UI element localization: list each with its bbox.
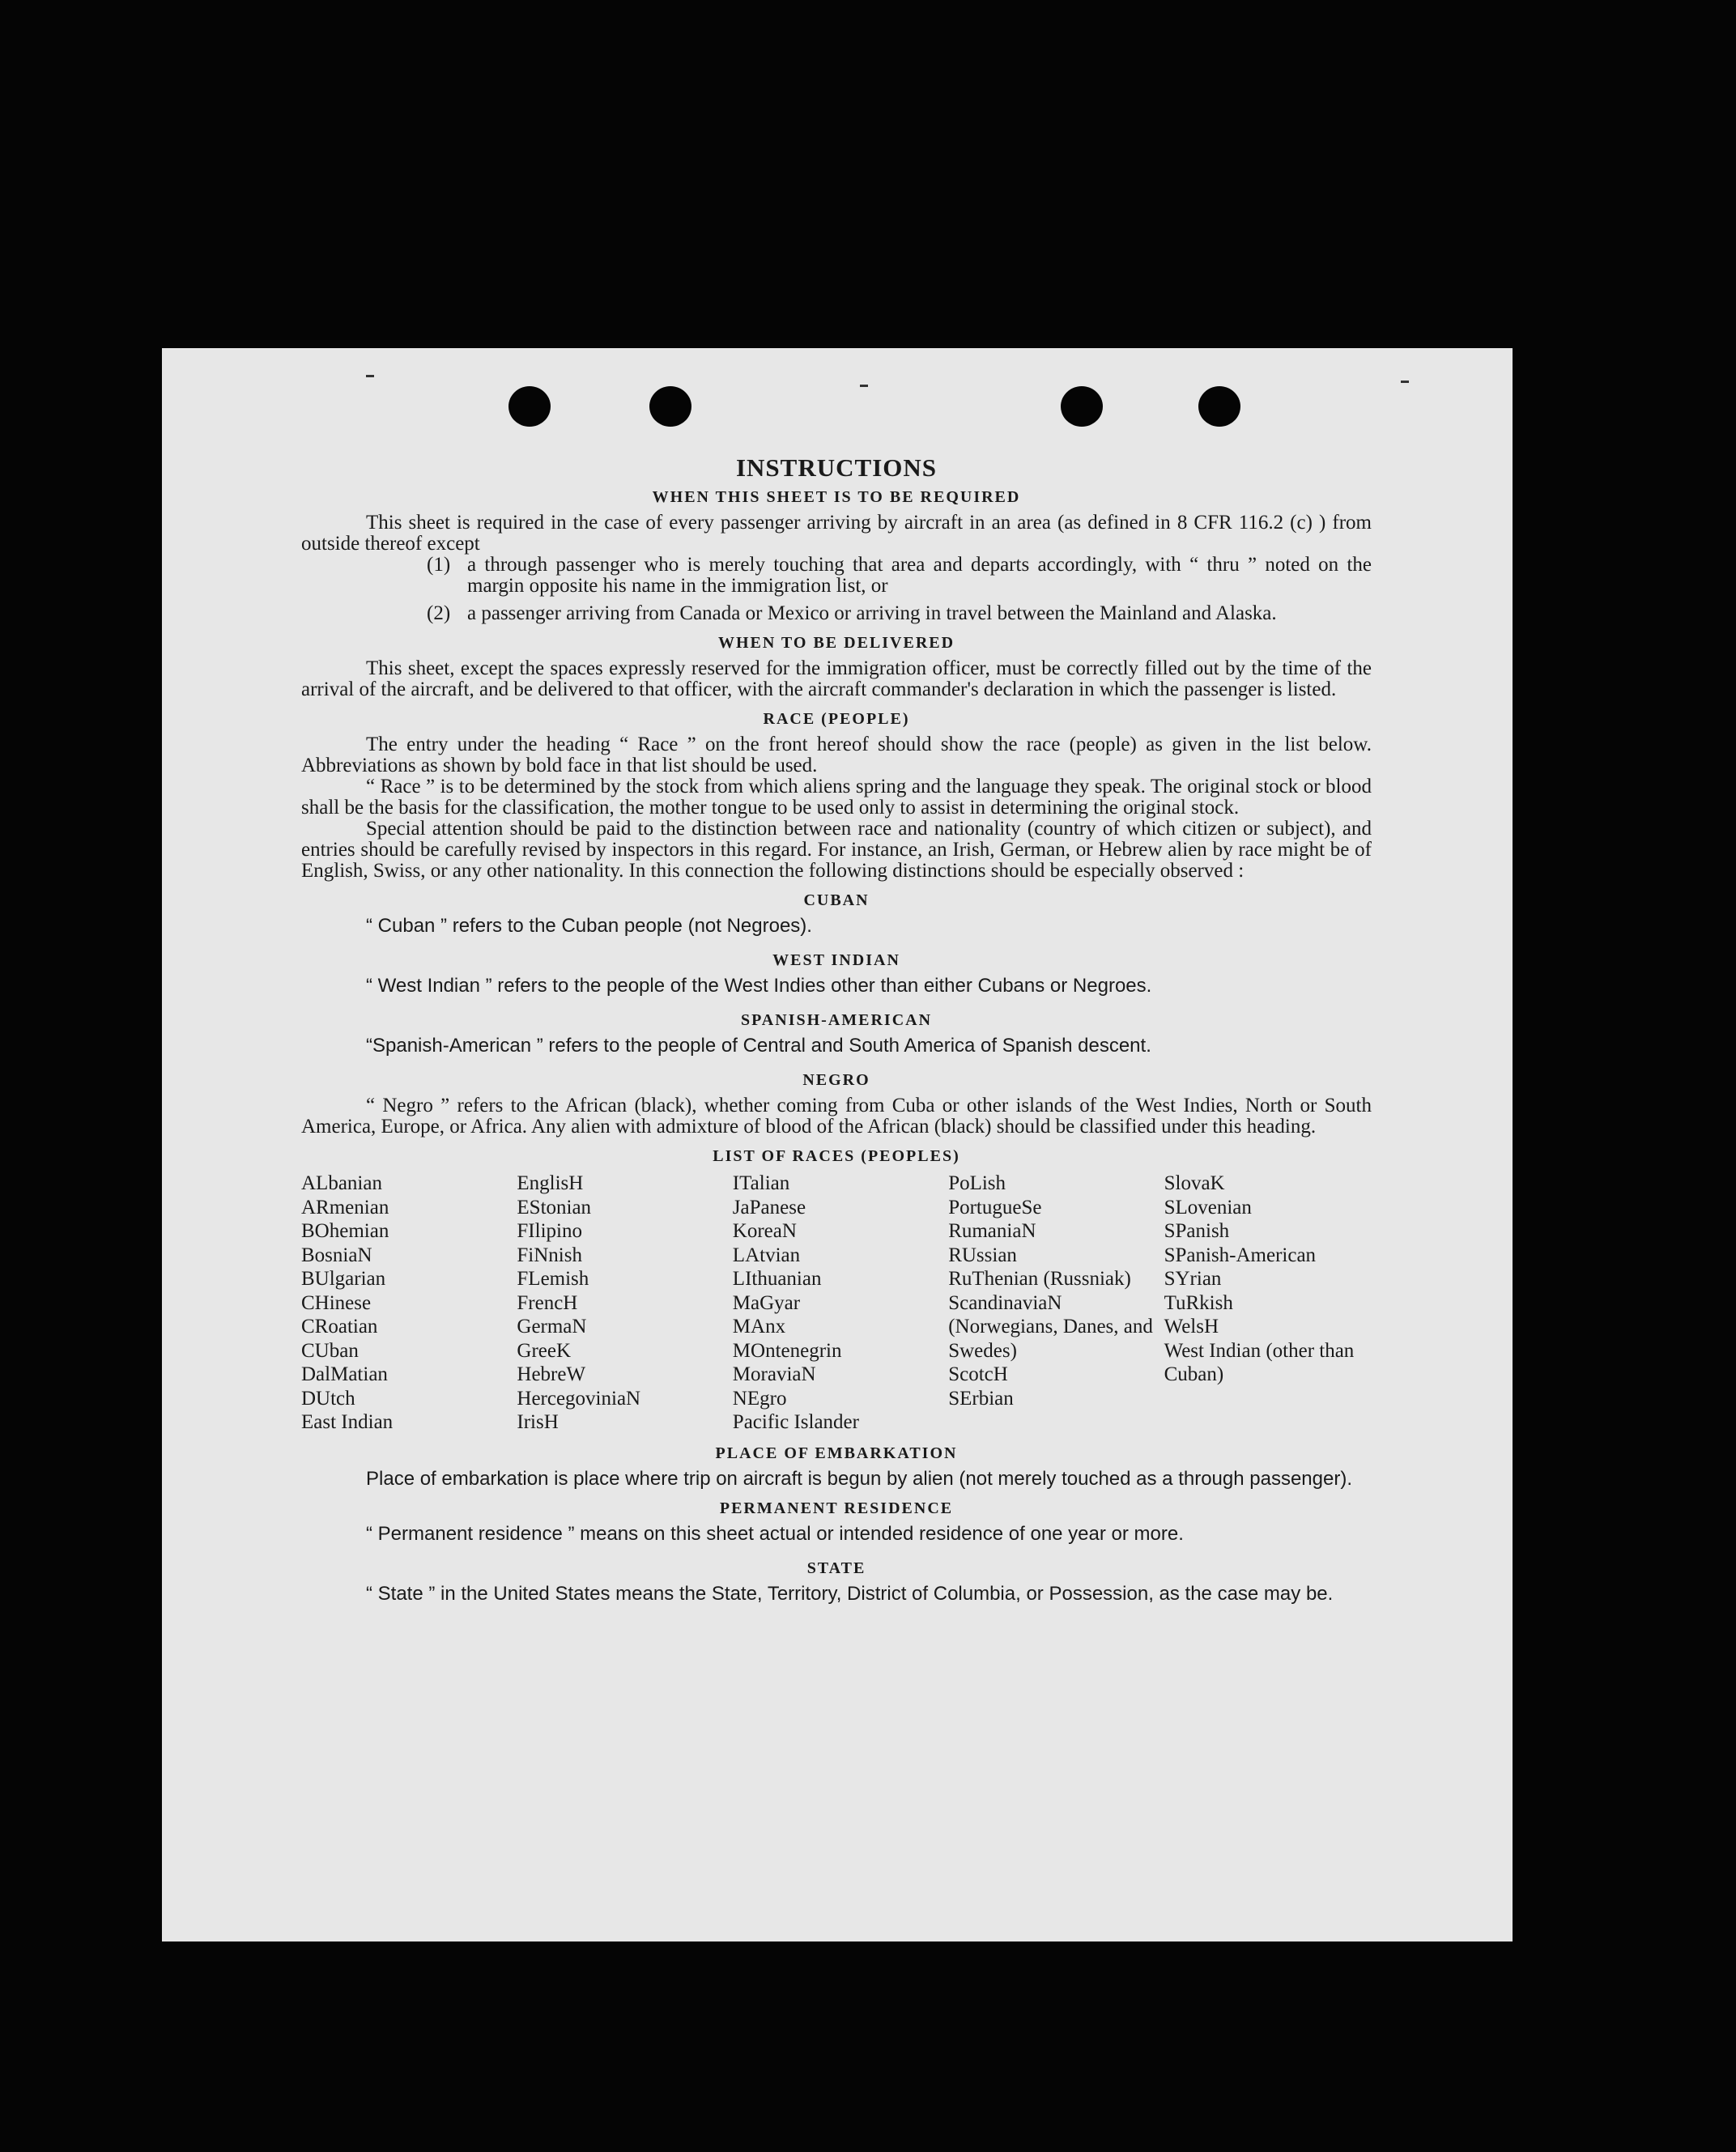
race-entry: RumaniaN — [948, 1220, 1036, 1242]
race-entry: MAnx — [732, 1316, 786, 1338]
instructions-content — [301, 453, 1372, 1606]
page-title: INSTRUCTIONS — [735, 453, 937, 482]
race-entry: IrisH — [517, 1411, 559, 1433]
when-delivered-text: This sheet, except the spaces expressly reserved for the immigration officer, must be correctly filled out by the time of the arrival of the aircraft, and be delivered to that officer, with the aircraft commander's declaration in which the passenger is listed. — [301, 657, 1372, 700]
race-entry: CHinese — [301, 1291, 372, 1314]
race-column — [517, 1172, 724, 1435]
race-entry: BUlgarian — [301, 1268, 386, 1290]
race-entry: PoLish — [948, 1172, 1006, 1194]
race-entry: BOhemian — [301, 1220, 389, 1242]
race-entry: West Indian (other than Cuban) — [1164, 1339, 1355, 1385]
punch-hole — [1198, 386, 1240, 427]
race-entry: SPanish-American — [1164, 1244, 1317, 1266]
race-entry: NEgro — [732, 1387, 787, 1410]
section-heading-race: RACE (PEOPLE) — [763, 710, 910, 728]
race-entry: EnglisH — [517, 1172, 584, 1194]
race-entry: SYrian — [1164, 1268, 1222, 1290]
race-entry: DUtch — [301, 1387, 355, 1410]
paper-mark — [366, 375, 374, 377]
race-entry: HercegoviniaN — [517, 1387, 641, 1410]
race-entry: EStonian — [517, 1196, 592, 1218]
race-paragraph: “ Race ” is to be determined by the stock from which aliens spring and the language they speak. The original stock or blood shall be the basis for the classification, the mother tongue to be used only to assist in determining the original stock. — [301, 776, 1372, 819]
exception-number: (2) — [427, 602, 451, 624]
race-column — [1164, 1172, 1372, 1435]
paper-mark — [1401, 381, 1409, 383]
race-entry: East Indian — [301, 1411, 394, 1433]
section-heading-when-delivered: WHEN TO BE DELIVERED — [717, 634, 955, 652]
race-entry: MoraviaN — [732, 1363, 816, 1385]
race-entry: MOntenegrin — [732, 1339, 842, 1362]
race-paragraph: Special attention should be paid to the distinction between race and nationality (country of which citizen or subject), and entries should be carefully revised by inspectors in this regard. For instance, an Irish, German, or Hebrew alien by race might be of English, Swiss, or any other nationality. In this connection the following distinctions should be especially observed : — [301, 818, 1372, 882]
section-heading-cuban: CUBAN — [803, 891, 870, 909]
punch-hole — [649, 386, 691, 427]
race-entry: SErbian — [948, 1387, 1014, 1410]
race-entry: HebreW — [517, 1363, 586, 1385]
race-entry: CRoatian — [301, 1316, 378, 1338]
permanent-residence-definition: “ Permanent residence ” means on this sheet actual or intended residence of one year or more. — [366, 1522, 1184, 1545]
punch-hole — [1061, 386, 1103, 427]
race-entry: SlovaK — [1164, 1172, 1225, 1194]
race-entry: FIlipino — [517, 1220, 582, 1242]
race-entry: Pacific Islander — [732, 1411, 859, 1433]
race-entry: CUban — [301, 1339, 359, 1362]
document-page — [162, 348, 1513, 1941]
section-heading-list-of-races: LIST OF RACES (PEOPLES) — [713, 1147, 960, 1165]
race-entry: FrencH — [517, 1291, 578, 1314]
race-entry: FLemish — [517, 1268, 589, 1290]
race-entry: ScotcH — [948, 1363, 1008, 1385]
exception-number: (1) — [427, 554, 451, 576]
race-entry: KoreaN — [732, 1220, 797, 1242]
section-heading-place-of-embarkation: PLACE OF EMBARKATION — [715, 1444, 958, 1462]
race-entry: WelsH — [1164, 1316, 1219, 1338]
section-heading-negro: NEGRO — [802, 1071, 870, 1089]
section-heading-permanent-residence: PERMANENT RESIDENCE — [719, 1499, 954, 1517]
race-entry: DalMatian — [301, 1363, 388, 1385]
west-indian-definition: “ West Indian ” refers to the people of the West Indies other than either Cubans or Negroes. — [366, 975, 1152, 997]
race-entry: RUssian — [948, 1244, 1017, 1266]
race-entry: GreeK — [517, 1339, 572, 1362]
section-heading-spanish-american: SPANISH-AMERICAN — [740, 1011, 933, 1029]
race-entry: ALbanian — [301, 1172, 382, 1194]
race-paragraph: The entry under the heading “ Race ” on the front hereof should show the race (people) as given in the list below. Abbreviations as shown by bold face in that list should be used. — [301, 734, 1372, 776]
place-of-embarkation-definition: Place of embarkation is place where trip on aircraft is begun by alien (not merely touched as a through passenger). — [366, 1467, 1352, 1490]
race-entry: LAtvian — [732, 1244, 801, 1266]
paper-mark — [860, 385, 868, 387]
when-required-intro: This sheet is required in the case of every passenger arriving by aircraft in an area (as defined in 8 CFR 116.2 (c) ) from outside thereof except — [301, 512, 1372, 555]
race-column — [948, 1172, 1155, 1435]
exception-item — [427, 603, 1372, 624]
section-heading-when-required: WHEN THIS SHEET IS TO BE REQUIRED — [652, 488, 1021, 506]
exception-item — [427, 555, 1372, 597]
race-entry: LIthuanian — [732, 1268, 822, 1290]
race-entry: MaGyar — [732, 1291, 801, 1314]
section-heading-west-indian: WEST INDIAN — [772, 951, 900, 969]
race-entry: SLovenian — [1164, 1196, 1252, 1218]
race-entry: TuRkish — [1164, 1291, 1233, 1314]
race-entry: SPanish — [1164, 1220, 1230, 1242]
race-entry: ARmenian — [301, 1196, 389, 1218]
race-entry: ScandinaviaN (Norwegians, Danes, and Swedes) — [948, 1291, 1153, 1362]
race-list — [301, 1172, 1372, 1435]
race-entry: GermaN — [517, 1316, 587, 1338]
cuban-definition: “ Cuban ” refers to the Cuban people (not Negroes). — [366, 915, 812, 937]
race-column — [733, 1172, 940, 1435]
spanish-american-definition: “Spanish-American ” refers to the people of Central and South America of Spanish descent. — [366, 1035, 1151, 1057]
race-entry: ITalian — [732, 1172, 790, 1194]
race-entry: JaPanese — [732, 1196, 806, 1218]
state-definition: “ State ” in the United States means the State, Territory, District of Columbia, or Possession, as the case may be. — [366, 1582, 1334, 1605]
exception-text: a through passenger who is merely touching that area and departs accordingly, with “ thru ” noted on the margin opposite his name in the immigration list, or — [467, 554, 1372, 597]
section-heading-state: STATE — [806, 1559, 866, 1577]
negro-definition: “ Negro ” refers to the African (black), whether coming from Cuba or other islands of the West Indies, North or South America, Europe, or Africa. Any alien with admixture of blood of the African (black) should be classified under this heading. — [301, 1095, 1372, 1138]
race-entry: BosniaN — [301, 1244, 372, 1266]
race-entry: RuThenian (Russniak) — [948, 1268, 1131, 1290]
race-column — [301, 1172, 508, 1435]
race-entry: PortugueSe — [948, 1196, 1042, 1218]
punch-hole — [508, 386, 551, 427]
race-entry: FiNnish — [517, 1244, 582, 1266]
exception-text: a passenger arriving from Canada or Mexico or arriving in travel between the Mainland and Alaska. — [467, 602, 1277, 624]
